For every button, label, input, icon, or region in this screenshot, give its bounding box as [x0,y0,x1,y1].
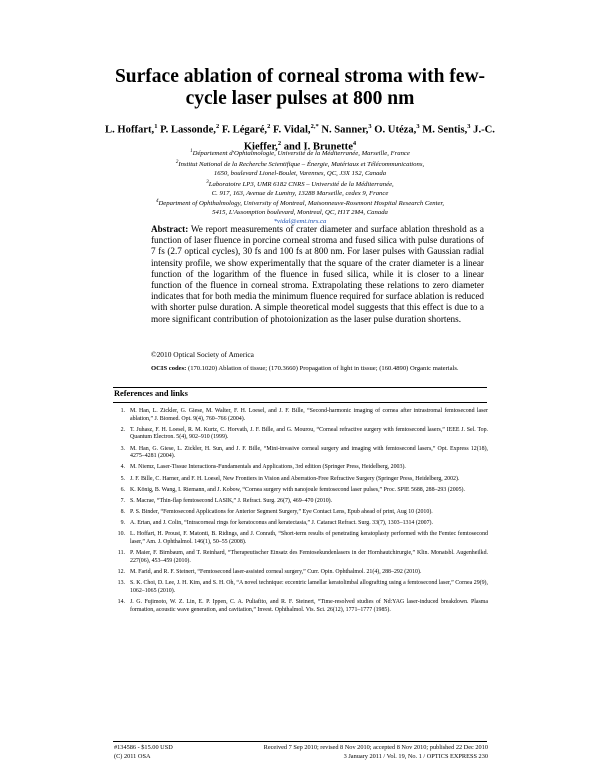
author-separator: and [281,141,304,153]
affiliation-line [120,170,480,179]
divider-top [113,387,487,388]
author-affiliation-mark: 3 [416,123,420,130]
reference-number: 1. [120,408,125,414]
affiliation-line [120,179,480,190]
footer-copyright: (C) 2011 OSA [114,752,151,760]
reference-number: 10. [117,531,125,538]
reference-item [114,509,488,517]
author-affiliation-mark: 3 [467,123,471,130]
abstract-label: Abstract: [151,224,189,234]
reference-item [114,599,488,614]
reference-item [114,427,488,442]
reference-number: 6. [120,486,125,493]
reference-item [114,520,488,528]
affiliation-text: 1650, boulevard Lionel-Boulet, Varennes, QC, J3X 1S2, Canada [213,169,387,177]
corresponding-email[interactable]: *vidal@emt.inrs.ca [273,217,327,225]
reference-text: L. Hoffart, H. Proust, F. Matonti, B. Ridings, and J. Conrath, “Short-term results of penetrating keratoplasty performed with the Femtec femtosecond laser,” Am. J. Ophthalmol. 146(1), 50–55 (2008). [130,531,488,546]
author-affiliation-mark: 1 [154,123,158,130]
ocis-codes [151,364,484,373]
affiliation-text: C. 917, 163, Avenue de Luminy, 13288 Marseille, cedex 9, France [211,189,389,197]
page-footer [114,744,488,761]
author-affiliation-mark: 4 [352,139,357,147]
reference-text: J. F. Bille, C. Harner, and F. H. Loesel, New Frontiers in Vision and Aberration-Free Refractive Surgery (Springer Press, Heidelberg, 2002). [130,475,460,482]
reference-number: 4. [120,464,125,471]
author-affiliation-mark: 2 [267,123,271,130]
affiliation-list [120,148,480,227]
affiliation-mark: 4 [155,199,159,205]
reference-number: 11. [117,550,125,557]
author-affiliation-mark: 2,* [310,123,319,130]
reference-number: 2. [120,426,125,433]
references-heading: References and links [114,389,188,398]
reference-text: M. Niemz, Laser-Tissue Interactions-Fundamentals and Applications, 3rd edition (Springer Press, Heidelberg, 2003). [130,464,406,471]
reference-text: M. Han, G. Giese, L. Zickler, H. Sun, and J. F. Bille, “Mini-invasive corneal surgery and imaging with femtosecond lasers,” Opt. Express 12(18), 4275–4281 (2004). [130,445,488,460]
divider-references [113,402,487,403]
affiliation-line [120,190,480,199]
author-name: J.-C. Kieffer, [243,124,495,153]
reference-text: S. K. Choi, D. Lee, J. H. Kim, and S. H. Oh, “A novel technique: eccentric lamellar keratolimbal allografting using a femtosecond laser,” Cornea 29(9), 1062–1065 (2010). [130,580,488,594]
reference-item [114,446,488,461]
affiliation-line [120,148,480,159]
reference-number: 14. [117,599,125,605]
reference-list [114,408,488,618]
author-name: F. Légaré, [221,124,268,136]
reference-number: 8. [120,509,125,516]
affiliation-line [120,209,480,218]
author-name: M. Sentis, [422,124,468,136]
affiliation-text: 5415, L'Assomption boulevard, Montreal, QC, H1T 2M4, Canada [212,209,388,217]
reference-text: J. G. Fujimoto, W. Z. Lin, E. P. Ippen, C. A. Puliafito, and R. F. Steinert, “Time-resolved studies of Nd:YAG laser-induced breakdown. Plasma formation, acoustic wave generation, and cavitation,” Invest. Ophthalmol. Vis. Sci. 26(12), 1771–1777 (1985). [130,599,488,613]
affiliation-text: Laboratoire LP3, UMR 6182 CNRS – Université de la Méditerranée, [208,180,394,188]
reference-number: 13. [117,580,125,587]
reference-number: 12. [117,569,125,576]
affiliation-line [120,198,480,209]
affiliation-entries [120,148,480,218]
reference-item [114,464,488,472]
reference-number: 5. [120,475,125,482]
affiliation-text: Département d'Ophtalmologie, Université de la Méditerranée, Marseille, France [192,150,410,158]
reference-item [114,580,488,595]
author-name: N. Sanner, [321,124,369,136]
affiliation-mark: 2 [175,159,179,165]
abstract [151,224,484,325]
author-name: I. Brunette [303,141,353,153]
reference-item [114,498,488,506]
author-name: P. Lassonde, [160,124,216,136]
reference-number: 9. [120,520,125,527]
affiliation-mark: 1 [190,149,193,154]
author-affiliation-mark: 2 [215,123,220,130]
reference-text: A. Ertan, and J. Colin, “Intracorneal rings for keratoconus and keratectasia,” J. Cataract Refract. Surg. 33(7), 1303–1314 (2007). [130,520,433,527]
affiliation-text: Institut National de la Recherche Scientifique – Énergie, Matériaux et Télécommunications, [178,161,425,169]
reference-item [114,550,488,565]
reference-text: P. Maier, F. Birnbaum, and T. Reinhard, “Therapeutischer Einsatz des Femtosekundenlasers in der Hornhautchirurgie,” Klin. Monatsbl. Augenheilkd. 227(06), 453–459 (2010). [130,550,488,564]
reference-text: K. König, B. Wang, I. Riemann, and J. Kobow, “Cornea surgery with nanojoule femtosecond laser pulses,” Proc. SPIE 5688, 288–293 (2005). [130,486,465,493]
author-name: L. Hoffart, [105,124,155,136]
copyright-notice: ©2010 Optical Society of America [151,350,254,359]
ocis-label: OCIS codes: [151,365,187,372]
footer-manuscript-id: #134586 - $15.00 USD [114,744,173,751]
reference-item [114,531,488,546]
author-name: F. Vidal, [272,124,311,136]
reference-number: 7. [120,497,125,504]
reference-text: T. Juhasz, F. H. Loesel, R. M. Kurtz, C. Horvath, J. F. Bille, and G. Mourou, “Corneal refractive surgery with femtosecond lasers,” IEEE J. Sel. Top. Quantum Electron. 5(4), 902–910 (1999). [130,426,488,441]
reference-item [114,487,488,495]
abstract-text: We report measurements of crater diameter and surface ablation threshold as a function of laser fluence in porcine corneal stroma and fused silica with pulse durations of 7 fs (2.7 optical cycles), 30 fs and 100 fs at 800 nm. For laser pulses with Gaussian radial intensity profile, we show experimentally that the square of the crater diameter is a linear function of the logarithm of the fluence in fused silica, while it is closer to a linear function of the fluence in corneal stroma. Extrapolating these relations to zero diameter indicates that for both media the minimum fluence required for surface ablation is reduced with shorter pulse duration. A simple theoretical model suggests that this effect is due to a more significant contribution of photoionization as the laser pulse duration shortens. [151,224,484,324]
divider-footer [113,741,487,742]
affiliation-text: Department of Ophthalmology, University of Montreal, Maisonneuve-Rosemont Hospital Research Center, [158,200,445,208]
affiliation-mark: 3 [206,179,209,185]
reference-item [114,408,488,423]
ocis-text: (170.1020) Ablation of tissue; (170.3660) Propagation of light in tissue; (160.4890) Organic materials. [188,365,459,372]
reference-item [114,476,488,484]
reference-text: P. S. Binder, “Femtosecond Applications for Anterior Segment Surgery,” Eye Contact Lens, Epub ahead of print, Aug 10 (2010). [130,509,433,516]
author-affiliation-mark: 3 [368,123,372,130]
paper-title: Surface ablation of corneal stroma with few-cycle laser pulses at 800 nm [114,66,486,109]
reference-number: 3. [120,445,125,452]
affiliation-line [120,159,480,170]
reference-text: M. Farid, and R. F. Steinert, “Femtosecond laser-assisted corneal surgery,” Curr. Opin. Ophthalmol. 21(4), 288–292 (2010). [130,569,422,576]
reference-text: S. Macrae, “Thin-flap femtosecond LASIK,” J. Refract. Surg. 26(7), 469–470 (2010). [130,497,333,504]
footer-journal-info: 3 January 2011 / Vol. 19, No. 1 / OPTICS EXPRESS 230 [343,752,488,760]
footer-dates: Received 7 Sep 2010; revised 8 Nov 2010; accepted 8 Nov 2010; published 22 Dec 2010 [263,744,488,751]
author-affiliation-mark: 2 [277,139,282,147]
reference-item [114,569,488,577]
reference-text: M. Han, L. Zickler, G. Giese, M. Walter, F. H. Loesel, and J. F. Bille, “Second-harmonic imaging of cornea after intrastromal femtosecond laser ablation,” J. Biomed. Opt. 9(4), 760–766 (2004). [130,408,488,422]
author-name: O. Utéza, [374,124,417,136]
